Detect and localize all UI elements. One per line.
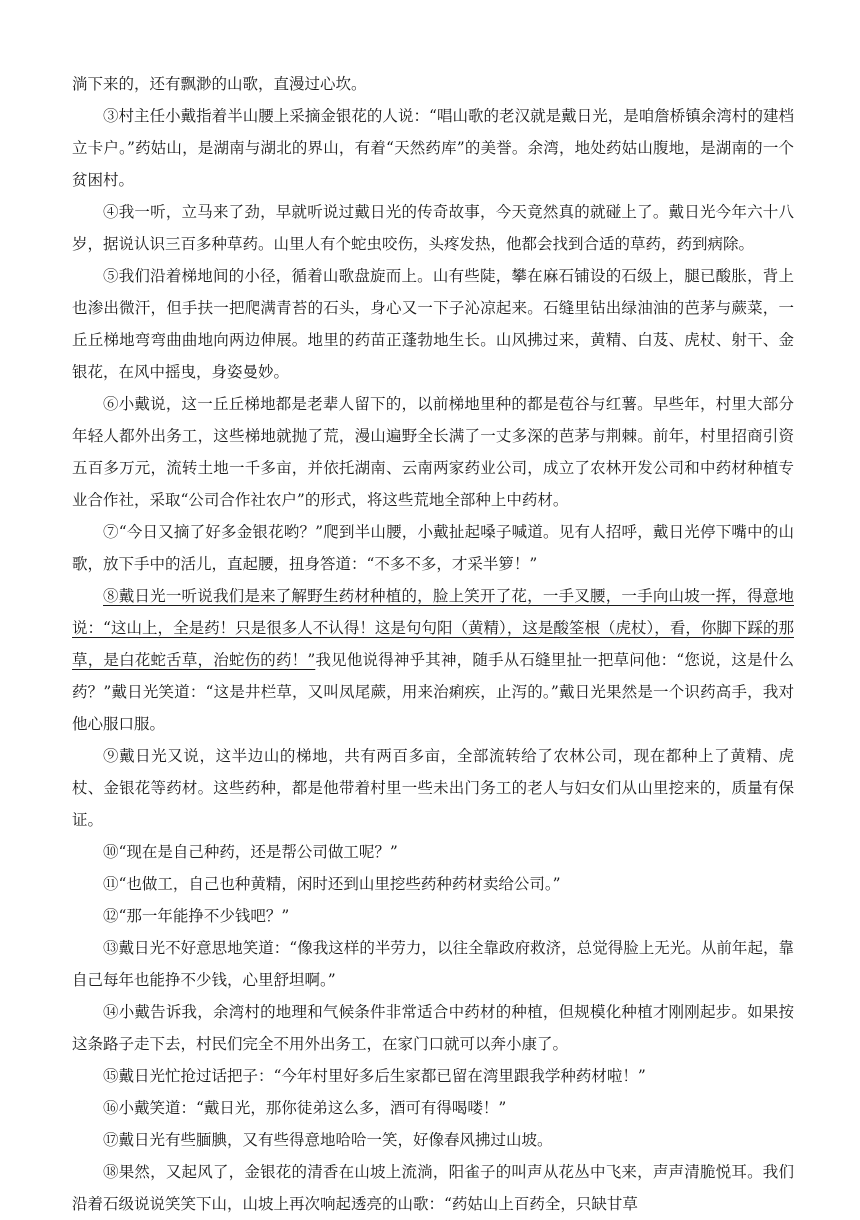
paragraph-17: ⑰戴日光有些腼腆，又有些得意地哈哈一笑，好像春风拂过山坡。 [103, 1131, 553, 1149]
paragraph-16: ⑯小戴笑道：“戴日光，那你徒弟这么多，酒可有得喝喽！” [103, 1099, 507, 1117]
paragraph-5: ⑤我们沿着梯地间的小径，循着山歌盘旋而上。山有些陡，攀在麻石铺设的石级上，腿已酸胀，背上也渗出微汗，但手扶一把爬满青苔的石头，身心又一下子沁凉起来。石缝里钻出绿油油的芭茅与蕨菜，一丘丘梯地弯弯曲曲地向两边伸展。地里的药苗正蓬勃地生长。山风拂过来，黄精、白芨、虎杖、射干、金银花，在风中摇曳，身姿曼妙。 [72, 267, 794, 381]
paragraph-3: ③村主任小戴指着半山腰上采摘金银花的人说：“唱山歌的老汉就是戴日光，是咱詹桥镇余湾村的建档立卡户。”药姑山，是湖南与湖北的界山，有着“天然药库”的美誉。余湾，地处药姑山腹地，是湖南的一个贫困村。 [72, 107, 794, 189]
paragraph-15: ⑮戴日光忙抢过话把子：“今年村里好多后生家都已留在湾里跟我学种药材啦！” [103, 1067, 646, 1085]
paragraph-7: ⑦“今日又摘了好多金银花哟？”爬到半山腰，小戴扯起嗓子喊道。见有人招呼，戴日光停下嘴中的山歌，放下手中的活儿，直起腰，扭身答道：“不多不多，才采半箩！” [72, 523, 794, 573]
paragraph-13: ⑬戴日光不好意思地笑道：“像我这样的半劳力，以往全靠政府救济，总觉得脸上无光。从前年起，靠自己每年也能挣不少钱，心里舒坦啊。” [72, 939, 794, 989]
paragraph-12: ⑫“那一年能挣不少钱吧？” [103, 907, 290, 925]
underlined-passage: ⑧戴日光一听说我们是来了解野生药材种植的，脸上笑开了花，一手叉腰，一手向山坡一挥，得意地说：“这山上，全是药！只是很多人不认得！这是句句阳（黄精），这是酸筌根（虎杖），看，你脚下踩的那草，是白花蛇舌草，治蛇伤的药！” [72, 587, 794, 669]
paragraph-10: ⑩“现在是自己种药，还是帮公司做工呢？” [103, 843, 398, 861]
article-body [72, 68, 794, 1220]
paragraph-18: ⑱果然，又起风了，金银花的清香在山坡上流淌，阳雀子的叫声从花丛中飞来，声声清脆悦耳。我们沿着石级说说笑笑下山，山坡上再次响起透亮的山歌：“药姑山上百药全，只缺甘草 [72, 1163, 794, 1213]
paragraph-4: ④我一听，立马来了劲，早就听说过戴日光的传奇故事，今天竟然真的就碰上了。戴日光今年六十八岁，据说认识三百多种草药。山里人有个蛇虫咬伤，头疼发热，他都会找到合适的草药，药到病除。 [72, 203, 794, 253]
paragraph-9: ⑨戴日光又说，这半边山的梯地，共有两百多亩，全部流转给了农林公司，现在都种上了黄精、虎杖、金银花等药材。这些药种，都是他带着村里一些未出门务工的老人与妇女们从山里挖来的，质量有保证。 [72, 747, 794, 829]
paragraph-11: ⑪“也做工，自己也种黄精，闲时还到山里挖些药种药材卖给公司。” [103, 875, 561, 893]
paragraph-8: ⑧戴日光一听说我们是来了解野生药材种植的，脸上笑开了花，一手叉腰，一手向山坡一挥，得意地说：“这山上，全是药！只是很多人不认得！这是句句阳（黄精），这是酸筌根（虎杖），看，你脚下踩的那草，是白花蛇舌草，治蛇伤的药！”我见他说得神乎其神，随手从石缝里扯一把草问他：“您说，这是什么药？”戴日光笑道：“这是井栏草，又叫凤尾蕨，用来治痢疾，止泻的。”戴日光果然是一个识药高手，我对他心服口服。 [72, 587, 794, 733]
paragraph-6: ⑥小戴说，这一丘丘梯地都是老辈人留下的，以前梯地里种的都是苞谷与红薯。早些年，村里大部分年轻人都外出务工，这些梯地就抛了荒，漫山遍野全长满了一丈多深的芭茅与荆棘。前年，村里招商引资五百多万元，流转土地一千多亩，并依托湖南、云南两家药业公司，成立了农林开发公司和中药材种植专业合作社，采取“公司合作社农户”的形式，将这些荒地全部种上中药材。 [72, 395, 794, 509]
paragraph-14: ⑭小戴告诉我，余湾村的地理和气候条件非常适合中药材的种植，但规模化种植才刚刚起步。如果按这条路子走下去，村民们完全不用外出务工，在家门口就可以奔小康了。 [72, 1003, 794, 1053]
paragraph-continuation: 淌下来的，还有飘渺的山歌，直漫过心坎。 [72, 75, 367, 93]
